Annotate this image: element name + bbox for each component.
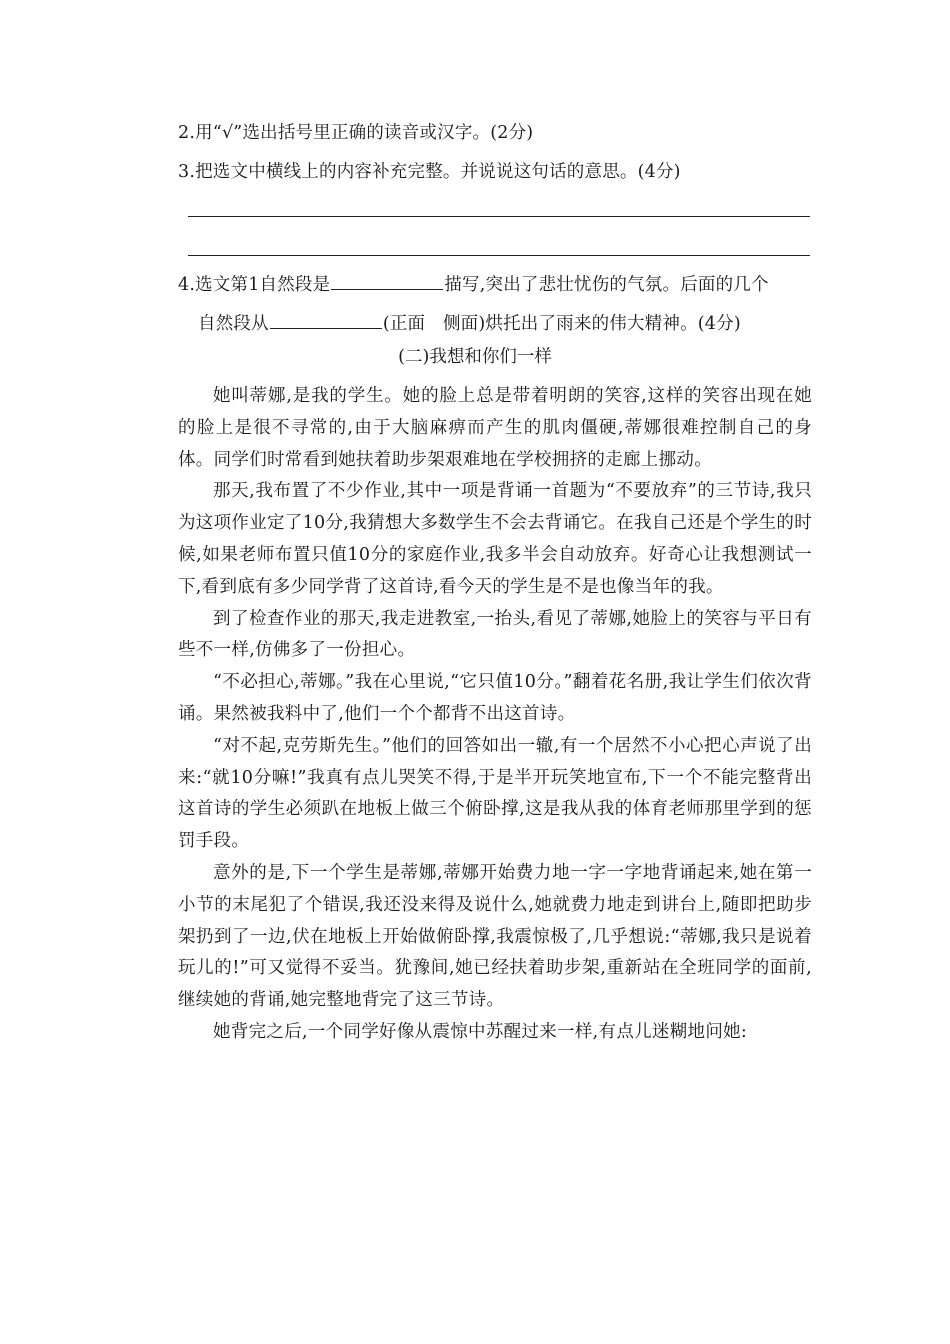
paragraph-6: 意外的是,下一个学生是蒂娜,蒂娜开始费力地一字一字地背诵起来,她在第一小节的末尾犯了个错误,我还没来得及说什么,她就费力地走到讲台上,随即把助步架扔到了一边,伏在地板上开始做俯卧撑,我震惊极了,几乎想说:“蒂娜,我只是说着玩儿的!”可又觉得不妥当。犹豫间,她已经扶着助步架,重新站在全班同学的面前,继续她的背诵,她完整地背完了这三节诗。	[178, 862, 812, 1011]
question-4-text-1: 4.选文第1自然段是	[178, 275, 331, 295]
answer-line-1[interactable]	[188, 216, 810, 217]
paragraph-2: 那天,我布置了不少作业,其中一项是背诵一首题为“不要放弃”的三节诗,我只为这项作业定了10分,我猜想大多数学生不会去背诵它。在我自己还是个学生的时候,如果老师布置只值10分的家庭作业,我多半会自动放弃。好奇心让我想测试一下,看到底有多少同学背了这首诗,看今天的学生是不是也像当年的我。	[178, 481, 812, 597]
paragraph-3: 到了检查作业的那天,我走进教室,一抬头,看见了蒂娜,她脸上的笑容与平日有些不一样,仿佛多了一份担心。	[178, 608, 812, 661]
question-4-text-4: (正面 侧面)烘托出了雨来的伟大精神。(4分)	[382, 314, 741, 334]
paragraph-5: “对不起,克劳斯先生。”他们的回答如出一辙,有一个居然不小心把心声说了出来:“就10分嘛!”我真有点儿哭笑不得,于是半开玩笑地宣布,下一个不能完整背出这首诗的学生必须趴在地板上做三个俯卧撑,这是我从我的体育老师那里学到的惩罚手段。	[178, 735, 812, 852]
paragraph-4: “不必担心,蒂娜。”我在心里说,“它只值10分。”翻着花名册,我让学生们依次背诵。果然被我料中了,他们一个个都背不出这首诗。	[178, 672, 812, 724]
question-4-line-2	[198, 310, 741, 336]
section-title: (二)我想和你们一样	[398, 347, 552, 367]
reading-passage	[178, 381, 812, 1049]
fill-blank-1[interactable]	[331, 271, 443, 290]
question-4-line-1	[178, 271, 769, 297]
paragraph-1: 她叫蒂娜,是我的学生。她的脸上总是带着明朗的笑容,这样的笑容出现在她的脸上是很不寻常的,由于大脑麻痹而产生的肌肉僵硬,蒂娜很难控制自己的身体。同学们时常看到她扶着助步架艰难地在学校拥挤的走廊上挪动。	[178, 386, 812, 470]
question-4-text-3: 自然段从	[198, 314, 269, 334]
fill-blank-2[interactable]	[270, 310, 382, 329]
question-3: 3.把选文中横线上的内容补充完整。并说说这句话的意思。(4分)	[178, 162, 681, 182]
paragraph-7: 她背完之后,一个同学好像从震惊中苏醒过来一样,有点儿迷糊地问她:	[213, 1021, 748, 1042]
answer-line-2[interactable]	[188, 255, 810, 256]
question-4-text-2: 描写,突出了悲壮忧伤的气氛。后面的几个	[444, 275, 769, 295]
question-2: 2.用“√”选出括号里正确的读音或汉字。(2分)	[178, 123, 534, 143]
